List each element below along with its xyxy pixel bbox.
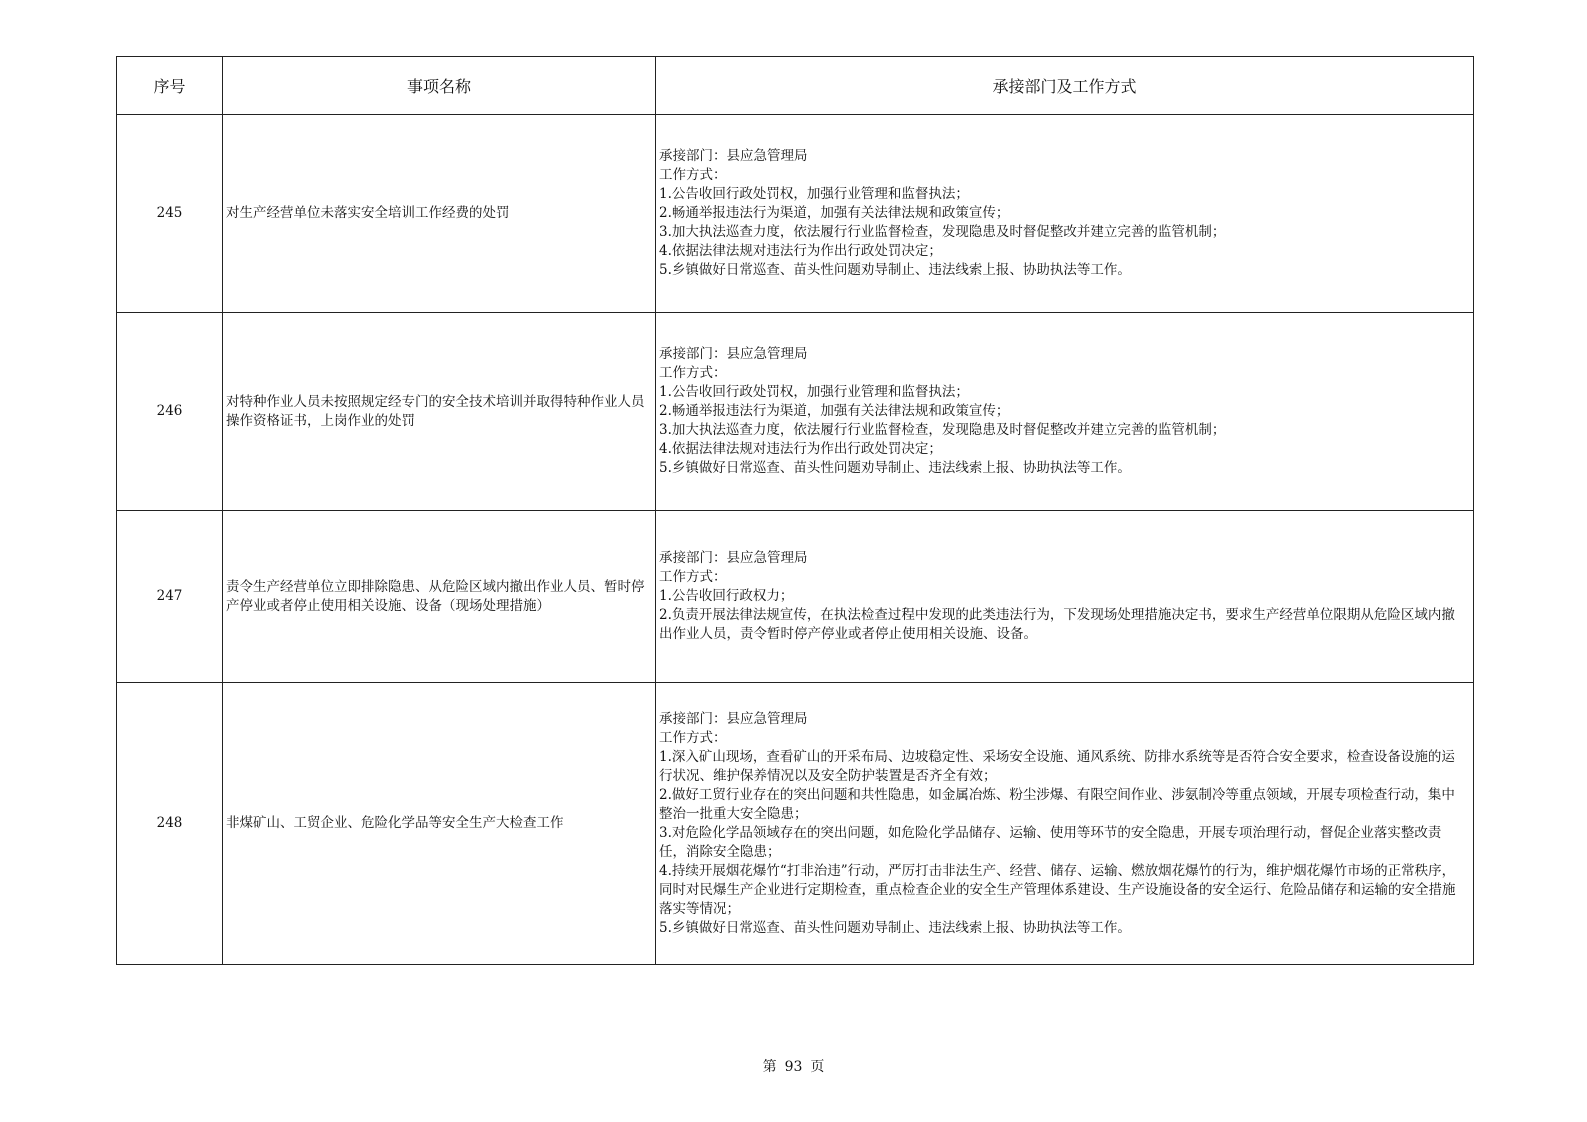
table-row [117,683,1474,965]
row-number: 246 [117,313,223,511]
method-line: 1.深入矿山现场，查看矿山的开采布局、边坡稳定性、采场安全设施、通风系统、防排水系统等是否符合安全要求，检查设备设施的运行状况、维护保养情况以及安全防护装置是否齐全有效； [659,748,1455,784]
page-prefix: 第 [762,1059,777,1075]
method-line: 5.乡镇做好日常巡查、苗头性问题劝导制止、违法线索上报、协助执法等工作。 [659,460,1131,476]
method-line: 1.公告收回行政处罚权，加强行业管理和监督执法； [659,384,969,400]
method-line: 3.加大执法巡查力度，依法履行行业监督检查，发现隐患及时督促整改并建立完善的监管机制； [659,224,1226,240]
dept-method [656,511,1474,683]
row-number: 245 [117,115,223,313]
method-line: 1.公告收回行政处罚权，加强行业管理和监督执法； [659,186,969,202]
method-line: 3.对危险化学品领域存在的突出问题，如危险化学品储存、运输、使用等环节的安全隐患，开展专项治理行动，督促企业落实整改责任，消除安全隐患； [659,824,1442,860]
page-suffix: 页 [810,1059,825,1075]
method-line: 承接部门：县应急管理局 [659,550,808,566]
method-line: 2.做好工贸行业存在的突出问题和共性隐患，如金属冶炼、粉尘涉爆、有限空间作业、涉氨制冷等重点领域，开展专项检查行动，集中整治一批重大安全隐患； [659,786,1455,822]
items-table [116,56,1474,965]
method-line: 工作方式： [659,729,727,746]
method-line: 承接部门：县应急管理局 [659,710,808,727]
method-line: 4.持续开展烟花爆竹“打非治违”行动，严厉打击非法生产、经营、储存、运输、燃放烟花爆竹的行为，维护烟花爆竹市场的正常秩序，同时对民爆生产企业进行定期检查，重点检查企业的安全生产管理体系建设、生产设施设备的安全运行、危险品储存和运输的安全措施落实等情况； [659,862,1456,917]
method-line: 3.加大执法巡查力度，依法履行行业监督检查，发现隐患及时督促整改并建立完善的监管机制； [659,422,1226,438]
page-number [0,1056,1587,1076]
table-row [117,115,1474,313]
header-no: 序号 [117,57,223,115]
header-row [117,57,1474,115]
method-line: 4.依据法律法规对违法行为作出行政处罚决定； [659,441,942,457]
method-line: 承接部门：县应急管理局 [659,148,808,164]
table-row [117,313,1474,511]
method-line: 工作方式： [659,167,727,183]
header-name: 事项名称 [223,57,656,115]
method-line: 2.负责开展法律法规宣传，在执法检查过程中发现的此类违法行为，下发现场处理措施决定书，要求生产经营单位限期从危险区域内撤出作业人员，责令暂时停产停业或者停止使用相关设施、设备。 [659,607,1455,642]
item-name: 责令生产经营单位立即排除隐患、从危险区域内撤出作业人员、暂时停产停业或者停止使用相关设施、设备（现场处理措施） [223,511,656,683]
table-row [117,511,1474,683]
method-line: 5.乡镇做好日常巡查、苗头性问题劝导制止、违法线索上报、协助执法等工作。 [659,262,1131,278]
method-line: 工作方式： [659,365,727,381]
method-line: 2.畅通举报违法行为渠道，加强有关法律法规和政策宣传； [659,403,1010,419]
row-number: 247 [117,511,223,683]
item-name: 对生产经营单位未落实安全培训工作经费的处罚 [223,115,656,313]
row-number: 248 [117,683,223,965]
dept-method [656,115,1474,313]
item-name: 对特种作业人员未按照规定经专门的安全技术培训并取得特种作业人员操作资格证书，上岗作业的处罚 [223,313,656,511]
method-line: 承接部门：县应急管理局 [659,346,808,362]
header-dept: 承接部门及工作方式 [656,57,1474,115]
item-name: 非煤矿山、工贸企业、危险化学品等安全生产大检查工作 [223,683,656,965]
method-line: 5.乡镇做好日常巡查、苗头性问题劝导制止、违法线索上报、协助执法等工作。 [659,919,1131,936]
method-line: 1.公告收回行政权力； [659,588,794,604]
page-value: 93 [784,1059,803,1075]
dept-method [656,313,1474,511]
method-line: 2.畅通举报违法行为渠道，加强有关法律法规和政策宣传； [659,205,1010,221]
dept-method [656,683,1474,965]
method-line: 工作方式： [659,569,727,585]
method-line: 4.依据法律法规对违法行为作出行政处罚决定； [659,243,942,259]
